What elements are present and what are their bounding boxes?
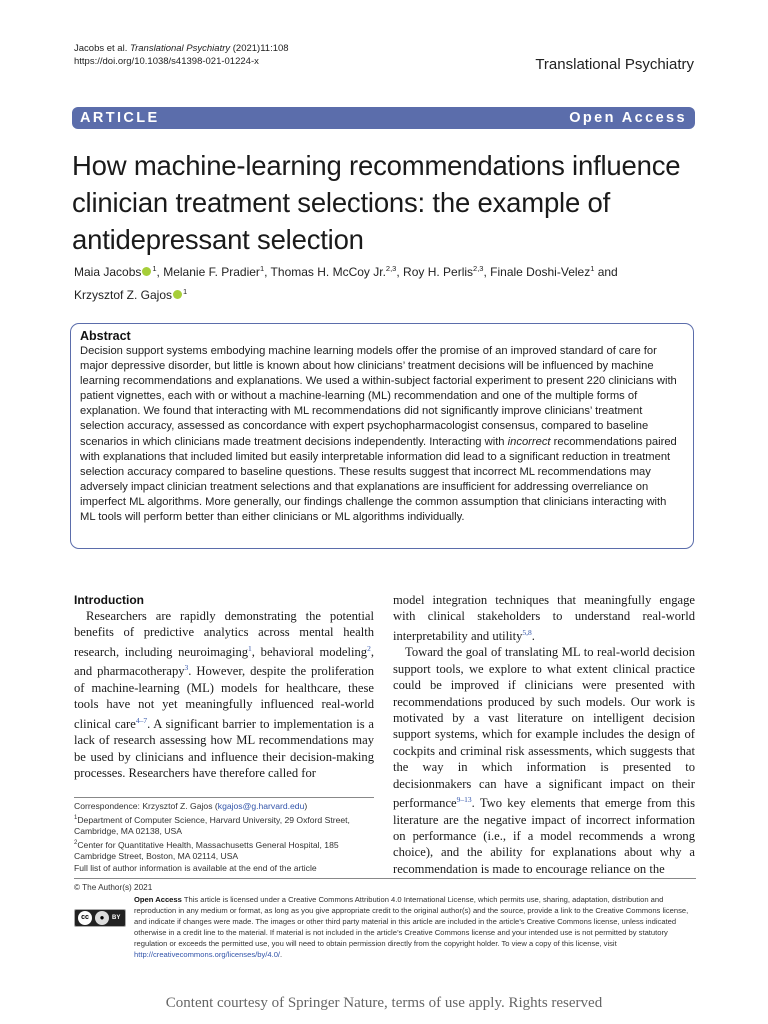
citation-header: Jacobs et al. Translational Psychiatry (2021)11:108 https://doi.org/10.1038/s41398-021-01224-x — [74, 43, 289, 67]
journal-name: Translational Psychiatry — [535, 56, 694, 73]
right-column — [393, 592, 695, 877]
correspondence-block: Correspondence: Krzysztof Z. Gajos (kgajos@g.harvard.edu) $^1$Department of Computer Science, Harvard University, 29 Oxford Street, Cambridge, MA 02138, USA $^2$Center for Quantitative Health, Massachusetts General Hospital, 185 Cambridge Street, Boston, MA 02114, USA Full list of author information is available at the end of the article — [74, 797, 374, 874]
abstract-text: Decision support systems embodying machine learning models offer the promise of an improved standard of care for major depressive disorder, but little is known about how clinicians’ treatment decisions will be influenced by machine learning recommendations and explanations. We used a within-subject factorial experiment to present 220 clinicians with patient vignettes, each with or without a machine-learning (ML) recommendation and one of the multiple forms of explanation. We found that interacting with ML recommendations did not significantly improve clinicians’ treatment selection accuracy, assessed as concordance with expert psychopharmacologist consensus, compared to baseline scenarios in which clinicians made treatment decisions independently. Interacting with incorrect recommendations paired with explanations that included limited but easily interpretable information did lead to a significant reduction in treatment selection accuracy compared to baseline questions. These results suggest that incorrect ML recommendations may adversely impact clinician treatment selections and that explanations are insufficient for addressing overreliance on imperfect ML algorithms. More generally, our findings challenge the common assumption that clinicians interacting with ML tools will perform better than either clinicians or ML algorithms individually. — [80, 345, 677, 524]
author-name[interactable]: , Thomas H. McCoy Jr. — [264, 265, 386, 279]
author-name[interactable]: Maia Jacobs — [74, 265, 142, 279]
author-name[interactable]: , Melanie F. Pradier — [156, 265, 260, 279]
left-column — [74, 592, 374, 782]
license-block — [74, 878, 696, 960]
reference-link[interactable]: 4–7 — [135, 715, 148, 725]
reference-link[interactable]: 2 — [367, 643, 371, 653]
abstract-box — [70, 323, 694, 549]
article-title: How machine-learning recommendations influence clinician treatment selections: the example of antidepressant selection — [72, 150, 681, 255]
copyright-line: © The Author(s) 2021 — [74, 883, 153, 892]
article-type-label: ARTICLE — [80, 110, 160, 126]
affiliation: Center for Quantitative Health, Massachusetts General Hospital, 185 Cambridge Street, Boston, MA 02114, USA — [74, 839, 339, 862]
intro-paragraph: model integration techniques that meaningfully engage with clinical stakeholders to understand real-world interpretability and utility$^{5,8}$. — [393, 593, 695, 643]
license-url-link[interactable]: http://creativecommons.org/licenses/by/4.0/ — [134, 950, 281, 959]
reference-link[interactable]: 9–13 — [456, 795, 472, 805]
orcid-icon[interactable] — [173, 290, 182, 299]
license-text: Open Access This article is licensed under a Creative Commons Attribution 4.0 International License, which permits use, sharing, adaptation, distribution and reproduction in any medium or format, as long as you give appropriate credit to the original author(s) and the source, provide a link to the Creative Commons license, and indicate if changes were made. The images or other third party material in this article are included in the article’s Creative Commons license, unless indicated otherwise in a credit line to the material. If material is not included in the article’s Creative Commons license and your intended use is not permitted by statutory regulation or exceeds the permitted use, you will need to obtain permission directly from the copyright holder. To view a copy of this license, visit http://creativecommons.org/licenses/by/4.0/. — [134, 895, 689, 959]
email-link[interactable]: kgajos@g.harvard.edu — [217, 801, 305, 811]
author-name[interactable]: Krzysztof Z. Gajos — [74, 288, 173, 302]
orcid-icon[interactable] — [142, 267, 151, 276]
intro-paragraph: Toward the goal of translating ML to real-world decision support tools, we explore to what extent clinical practice could be improved if clinicians were presented with recommendations produced by such models. Our work is motivated by a vast literature on intelligent decision support systems, which for example includes the design of cockpits and criminal risk assessments, which suggests that the way in which information is presented to decisionmakers can have a significant impact on their performance$^{9-13}$. Two key elements that emerge from this literature are the negative impact of incorrect information on performance (i.e., if a model recommends a wrong choice), and the ability for explanations about why a recommendation is made to encourage reliance on the — [393, 645, 695, 876]
abstract-heading: Abstract — [80, 329, 131, 343]
author-name[interactable]: , Finale Doshi-Velez — [483, 265, 591, 279]
reference-link[interactable]: 1 — [248, 643, 252, 653]
author-info-note: Full list of author information is available at the end of the article — [74, 862, 317, 873]
author-list: Maia Jacobs $^1$, Melanie F. Pradier$^1$, Thomas H. McCoy Jr.$^{2,3}$, Roy H. Perlis$^{2,3}$, Finale Doshi-Velez$^1$ and Krzysztof Z. Gajos $^1$ — [74, 264, 618, 302]
article-banner — [72, 107, 695, 129]
creative-commons-badge[interactable]: cc ● BY — [74, 909, 126, 927]
section-heading-introduction: Introduction — [74, 593, 144, 607]
author-name[interactable]: , Roy H. Perlis — [396, 265, 474, 279]
doi-link[interactable]: https://doi.org/10.1038/s41398-021-01224-x — [74, 56, 259, 67]
open-access-label: Open Access — [569, 110, 687, 126]
intro-paragraph: Researchers are rapidly demonstrating the potential benefits of predictive analytics across mental health research, including neuroimaging$^1$, behavioral modeling$^2$, and pharmacotherapy$^3$. However, despite the proliferation of machine-learning (ML) models for healthcare, these tools have not yet meaningfully influenced real-world clinical care$^{4-7}$. A significant barrier to implementation is a lack of research assessing how ML recommendations may be used by clinicians and influence their decision-making processes. Researchers have therefore called for — [74, 609, 375, 781]
affiliation: Department of Computer Science, Harvard University, 29 Oxford Street, Cambridge, MA 02138, USA — [74, 814, 350, 837]
cc-icon: cc — [78, 911, 92, 925]
person-icon: ● — [95, 911, 109, 925]
reference-link[interactable]: 3 — [184, 663, 189, 673]
footer-notice: Content courtesy of Springer Nature, terms of use apply. Rights reserved — [165, 995, 603, 1011]
reference-link[interactable]: 5,8 — [522, 627, 532, 637]
